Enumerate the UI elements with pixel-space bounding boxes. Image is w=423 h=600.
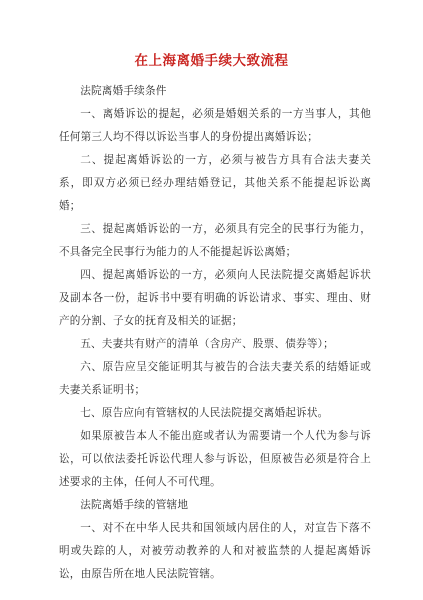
- paragraph-condition-5: 五、夫妻共有财产的清单（含房产、股票、债券等）；: [80, 338, 334, 350]
- document-body: [59, 80, 371, 586]
- paragraph-jurisdiction-1: 一、对不在中华人民共和国领域内居住的人，对宣告下落不明或失踪的人，对被劳动教养的人和对被监禁的人提起离婚诉讼，由原告所在地人民法院管辖。: [59, 522, 371, 580]
- section-heading-conditions: 法院离婚手续条件: [80, 85, 167, 97]
- section-heading-jurisdiction: 法院离婚手续的管辖地: [80, 499, 189, 511]
- document-title: 在上海离婚手续大致流程: [134, 53, 289, 69]
- paragraph-condition-1: 一、离婚诉讼的提起，必须是婚姻关系的一方当事人，其他任何第三人均不得以诉讼当事人的身份提出离婚诉讼；: [59, 108, 371, 143]
- paragraph-condition-7: 七、原告应向有管辖权的人民法院提交离婚起诉状。: [80, 407, 329, 419]
- paragraph-condition-4: 四、提起离婚诉讼的一方，必须向人民法院提交离婚起诉状及副本各一份，起诉书中要有明确的诉讼请求、事实、理由、财产的分割、子女的抚育及相关的证据；: [59, 269, 371, 327]
- paragraph-condition-6: 六、原告应呈交能证明其与被告的合法夫妻关系的结婚证或夫妻关系证明书；: [59, 361, 371, 396]
- paragraph-condition-3: 三、提起离婚诉讼的一方，必须具有完全的民事行为能力，不具备完全民事行为能力的人不能提起诉讼离婚；: [59, 223, 371, 258]
- paragraph-condition-2: 二、提起离婚诉讼的一方，必须与被告方具有合法夫妻关系，即双方必须已经办理结婚登记，其他关系不能提起诉讼离婚；: [59, 154, 371, 212]
- paragraph-representation-note: 如果原被告本人不能出庭或者认为需要请一个人代为参与诉讼，可以依法委托诉讼代理人参与诉讼，但原被告必须是符合上述要求的主体，任何人不可代理。: [59, 430, 371, 488]
